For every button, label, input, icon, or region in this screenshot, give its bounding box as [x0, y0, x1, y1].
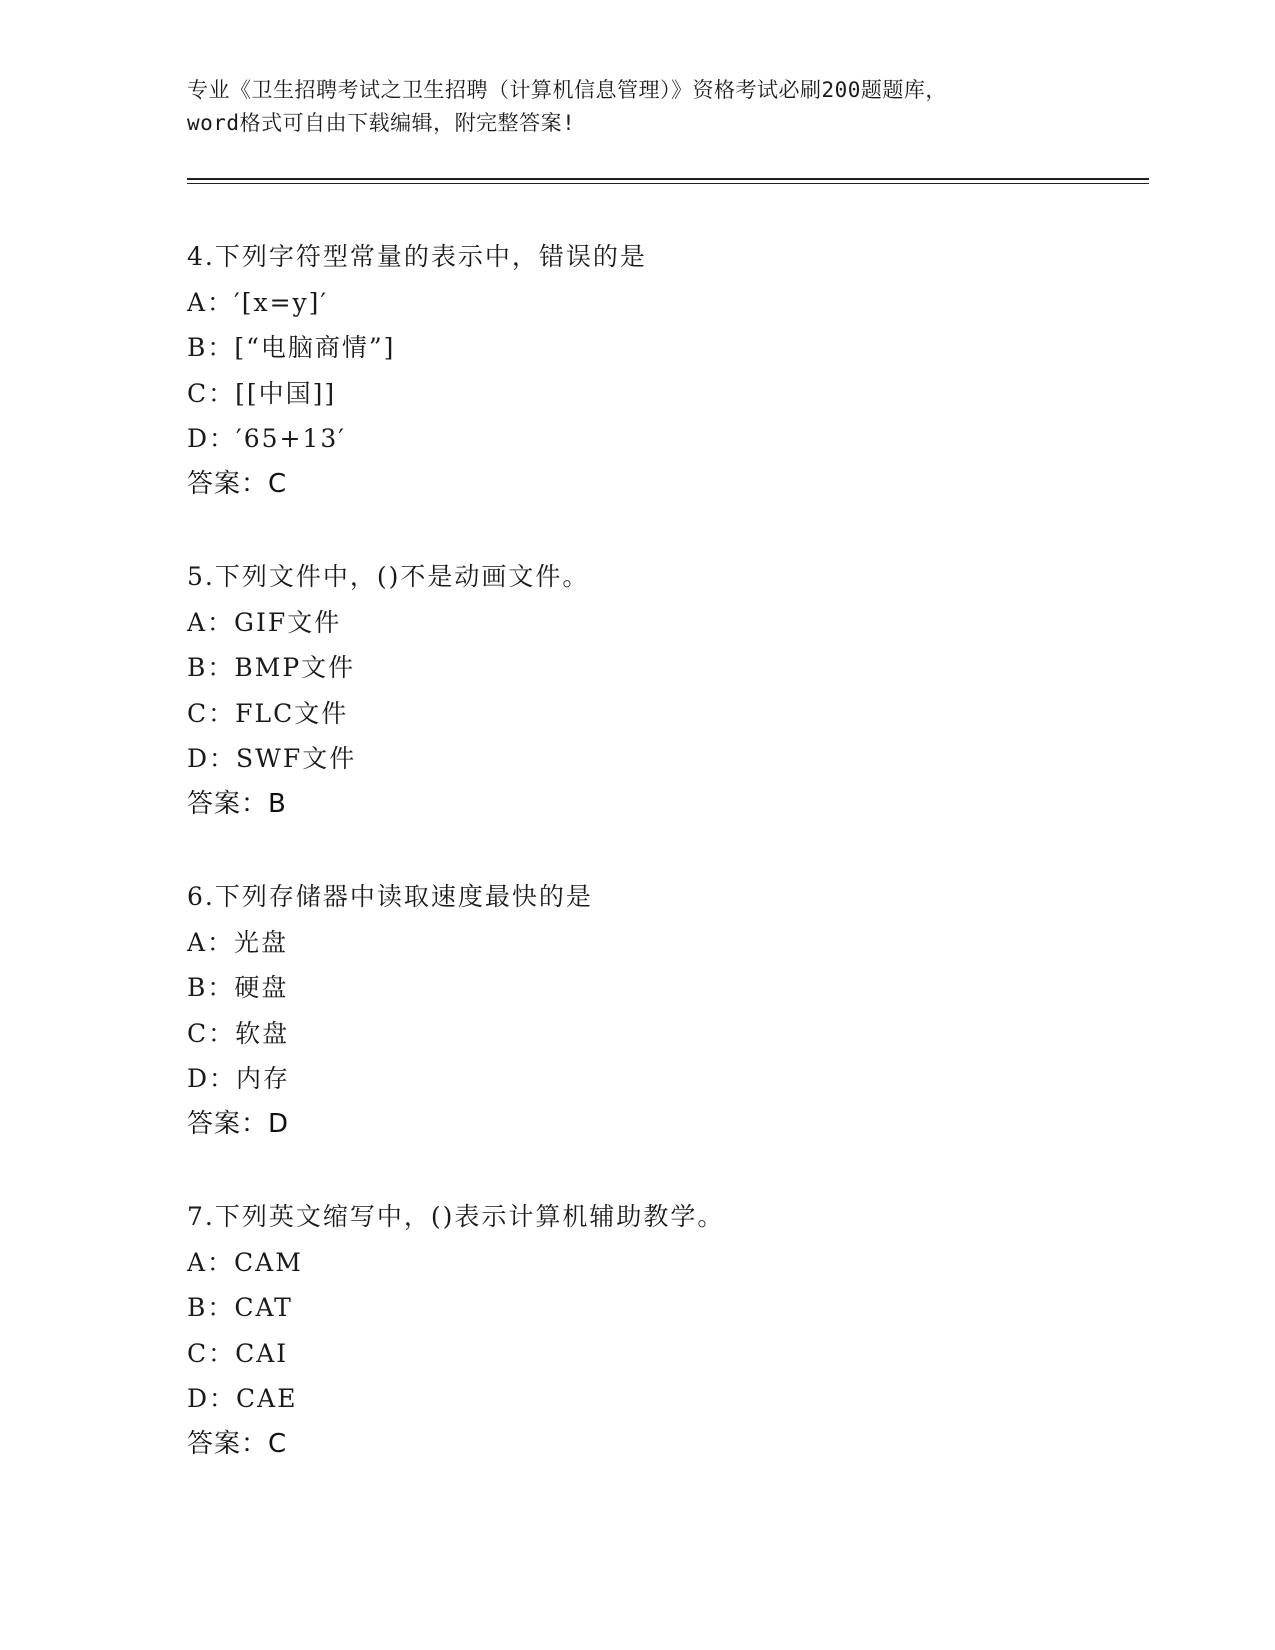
answer-line: 答案：C	[187, 468, 288, 499]
option-c: C：[[中国]]	[187, 378, 337, 408]
answer-line: 答案：B	[187, 788, 287, 819]
answer-line: 答案：C	[187, 1428, 288, 1459]
question-7	[187, 1194, 1137, 1514]
option-a: A：CAM	[187, 1247, 303, 1277]
question-stem: 5.下列文件中，()不是动画文件。	[187, 562, 590, 591]
question-stem: 4.下列字符型常量的表示中，错误的是	[187, 242, 647, 271]
header-divider-thin	[187, 183, 1149, 184]
option-c: C：CAI	[187, 1338, 289, 1368]
option-a: A：光盘	[187, 927, 289, 957]
option-d: D：内存	[187, 1064, 291, 1093]
option-b: B：[“电脑商情”]	[187, 333, 396, 362]
option-c: C：软盘	[187, 1018, 290, 1048]
answer-line: 答案：D	[187, 1108, 290, 1139]
option-d: D：SWF文件	[187, 744, 357, 773]
document-header	[187, 74, 1087, 140]
header-divider-thick	[187, 178, 1149, 180]
question-5	[187, 554, 1137, 874]
option-b: B：CAT	[187, 1293, 293, 1322]
question-6	[187, 874, 1137, 1194]
question-list	[187, 234, 1137, 1514]
option-b: B：硬盘	[187, 973, 289, 1002]
option-a: A：′[x=y]′	[187, 287, 329, 317]
option-c: C：FLC文件	[187, 698, 349, 728]
question-4	[187, 234, 1137, 554]
option-b: B：BMP文件	[187, 653, 356, 682]
option-d: D：′65+13′	[187, 424, 346, 453]
option-d: D：CAE	[187, 1384, 298, 1413]
header-title-line-1: 专业《卫生招聘考试之卫生招聘（计算机信息管理）》资格考试必刷200题题库，	[187, 78, 947, 102]
option-a: A：GIF文件	[187, 607, 342, 637]
question-stem: 7.下列英文缩写中，()表示计算机辅助教学。	[187, 1202, 725, 1231]
question-stem: 6.下列存储器中读取速度最快的是	[187, 882, 593, 911]
header-title-line-2: word格式可自由下载编辑，附完整答案!	[187, 111, 576, 135]
